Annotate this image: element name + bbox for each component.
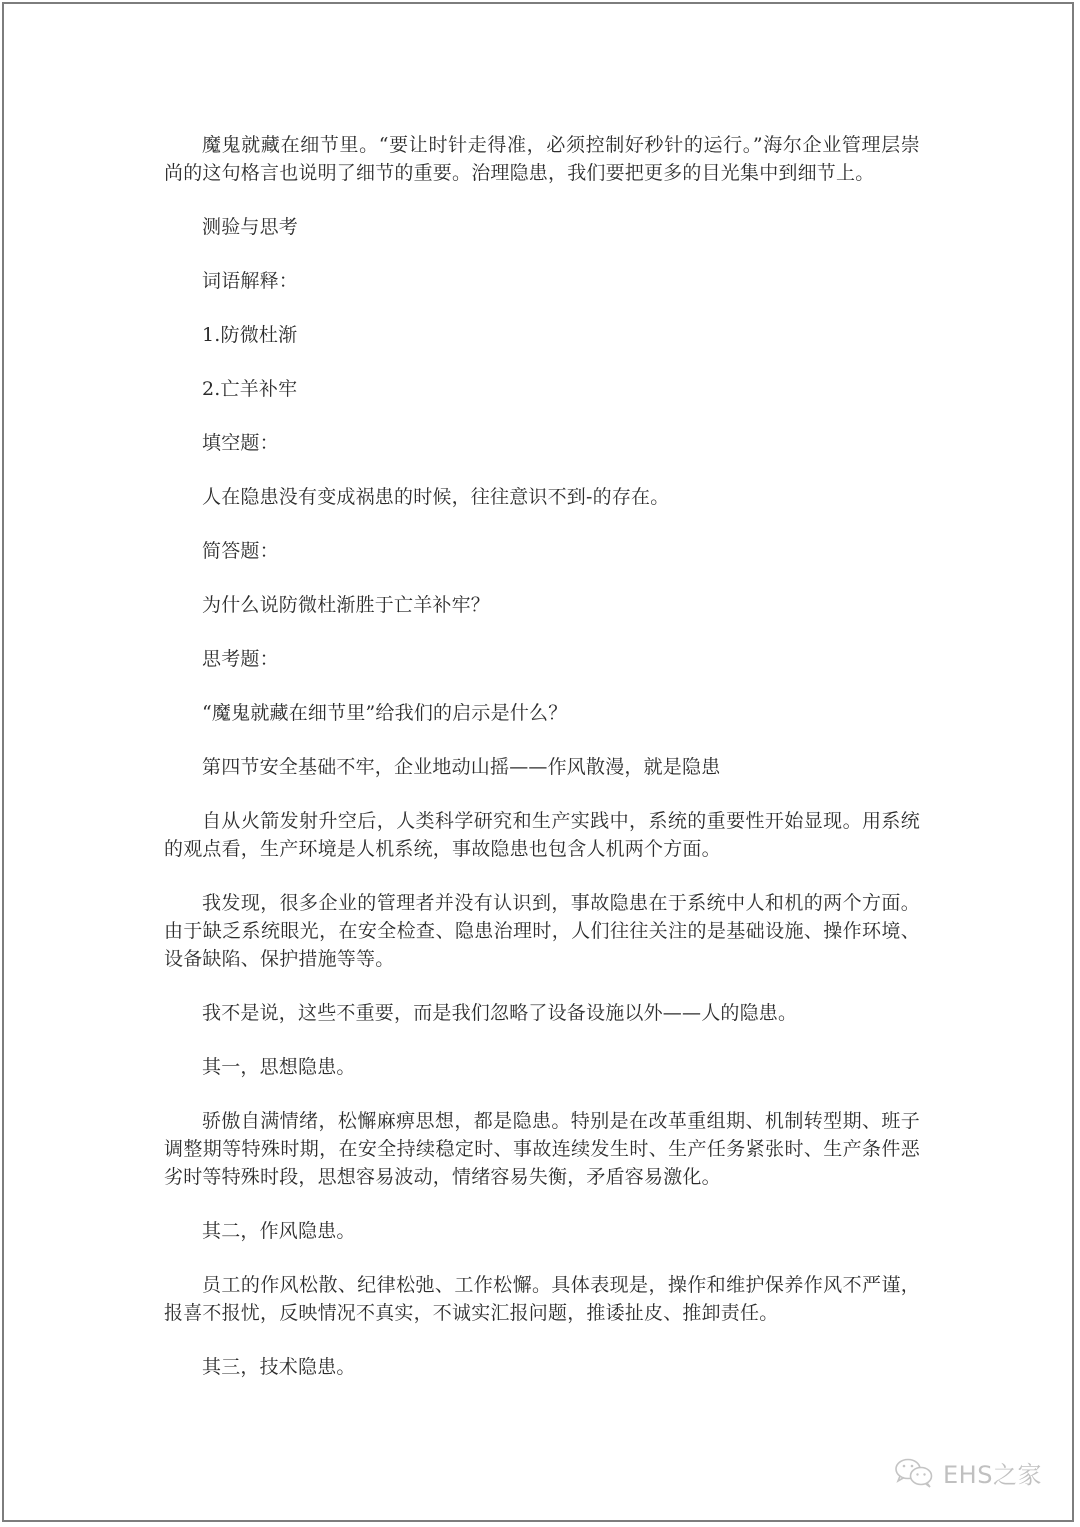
wechat-icon [893, 1457, 937, 1489]
heading-quiz-and-thinking: 测验与思考 [202, 216, 299, 238]
term-item-1: 1.防微杜渐 [202, 324, 298, 346]
watermark [893, 1455, 1042, 1490]
section-four-title: 第四节安全基础不牢，企业地动山摇——作风散漫，就是隐患 [202, 756, 721, 778]
paragraph-managers-overlook: 我发现，很多企业的管理者并没有认识到，事故隐患在于系统中人和机的两个方面。由于缺乏系统眼光，在安全检查、隐患治理时，人们往往关注的是基础设施、操作环境、设备缺陷、保护措施等等。 [164, 892, 920, 970]
label-short-answer: 简答题： [202, 540, 279, 562]
paragraph-details-intro: 魔鬼就藏在细节里。“要让时针走得准，必须控制好秒针的运行。”海尔企业管理层崇尚的这句格言也说明了细节的重要。治理隐患，我们要把更多的目光集中到细节上。 [164, 134, 920, 184]
document-body [164, 131, 920, 1381]
label-word-explanation: 词语解释： [202, 270, 299, 292]
paragraph-mindset-hazard: 骄傲自满情绪，松懈麻痹思想，都是隐患。特别是在改革重组期、机制转型期、班子调整期等特殊时期，在安全持续稳定时、事故连续发生时、生产任务紧张时、生产条件恶劣时等特殊时段，思想容易波动，情绪容易失衡，矛盾容易激化。 [164, 1110, 920, 1188]
heading-mindset-hazard: 其一，思想隐患。 [202, 1056, 356, 1078]
label-fill-in-blank: 填空题： [202, 432, 279, 454]
paragraph-system-view: 自从火箭发射升空后，人类科学研究和生产实践中，系统的重要性开始显现。用系统的观点看，生产环境是人机系统，事故隐患也包含人机两个方面。 [164, 810, 920, 860]
paragraph-human-hazard: 我不是说，这些不重要，而是我们忽略了设备设施以外——人的隐患。 [202, 1002, 798, 1024]
short-answer-question: 为什么说防微杜渐胜于亡羊补牢？ [202, 594, 491, 616]
heading-conduct-hazard: 其二，作风隐患。 [202, 1220, 356, 1242]
term-item-2: 2.亡羊补牢 [202, 378, 298, 400]
fill-in-blank-question: 人在隐患没有变成祸患的时候，往往意识不到-的存在。 [202, 486, 670, 508]
watermark-text: EHS之家 [943, 1461, 1042, 1489]
heading-technical-hazard: 其三，技术隐患。 [202, 1356, 356, 1378]
paragraph-conduct-hazard: 员工的作风松散、纪律松弛、工作松懈。具体表现是，操作和维护保养作风不严谨，报喜不报忧，反映情况不真实，不诚实汇报问题，推诿扯皮、推卸责任。 [164, 1274, 920, 1324]
label-thinking-question: 思考题： [202, 648, 279, 670]
thinking-question: “魔鬼就藏在细节里”给我们的启示是什么？ [202, 702, 568, 724]
